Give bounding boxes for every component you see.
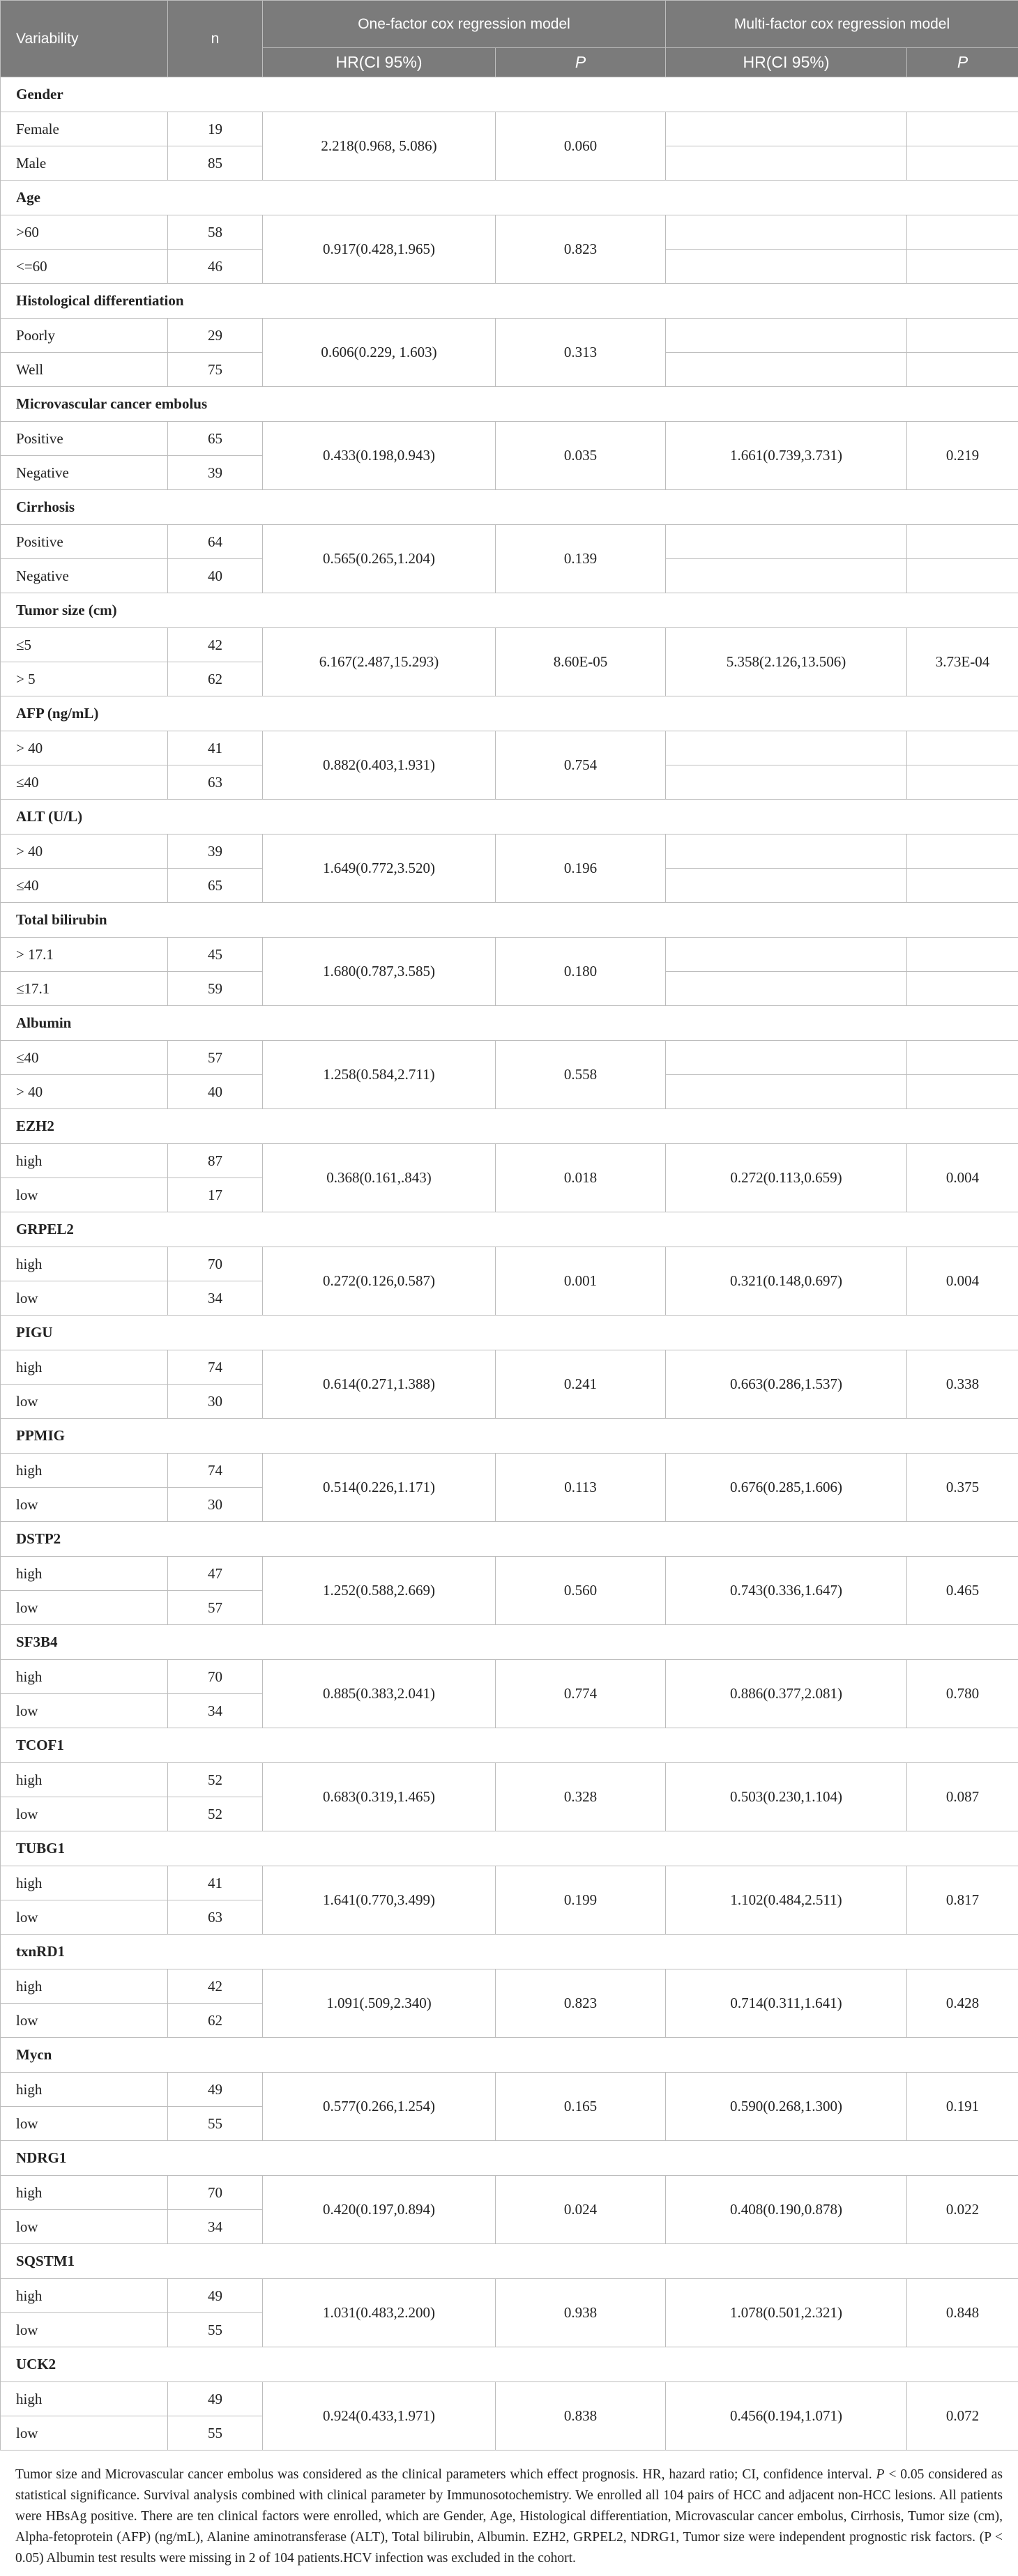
multi-factor-hr-empty <box>666 215 907 250</box>
multi-factor-hr-empty <box>666 353 907 387</box>
level-n: 49 <box>168 2279 263 2313</box>
multi-factor-p-empty <box>907 1041 1018 1075</box>
multi-factor-hr-empty <box>666 319 907 353</box>
level-n: 30 <box>168 1488 263 1522</box>
level-label: low <box>1 1591 168 1625</box>
level-n: 41 <box>168 1866 263 1900</box>
table-row <box>1 2382 1018 2416</box>
group-header-row <box>1 181 1018 215</box>
group-title: Tumor size (cm) <box>1 593 1018 628</box>
multi-factor-hr-empty <box>666 1075 907 1109</box>
level-n: 85 <box>168 146 263 181</box>
group-title: TUBG1 <box>1 1831 1018 1866</box>
level-label: low <box>1 2313 168 2347</box>
level-n: 70 <box>168 2176 263 2210</box>
multi-factor-p: 3.73E-04 <box>907 628 1018 696</box>
multi-factor-p: 0.022 <box>907 2176 1018 2244</box>
level-label: > 17.1 <box>1 938 168 972</box>
level-n: 70 <box>168 1247 263 1281</box>
multi-factor-p-empty <box>907 972 1018 1006</box>
one-factor-hr: 0.577(0.266,1.254) <box>263 2073 496 2141</box>
one-factor-hr: 0.368(0.161,.843) <box>263 1144 496 1212</box>
level-n: 74 <box>168 1350 263 1385</box>
table-row <box>1 2073 1018 2107</box>
level-label: ≤17.1 <box>1 972 168 1006</box>
one-factor-hr: 0.683(0.319,1.465) <box>263 1763 496 1831</box>
level-n: 34 <box>168 1281 263 1316</box>
level-label: high <box>1 1866 168 1900</box>
level-n: 74 <box>168 1454 263 1488</box>
header-n: n <box>168 1 263 77</box>
one-factor-p: 0.823 <box>496 1969 666 2038</box>
multi-factor-p: 0.338 <box>907 1350 1018 1419</box>
one-factor-p: 0.774 <box>496 1660 666 1728</box>
group-header-row <box>1 1625 1018 1660</box>
level-label: high <box>1 2176 168 2210</box>
table-row <box>1 1350 1018 1385</box>
header-p-multi: P <box>907 48 1018 77</box>
footnote-p-symbol: P <box>876 2467 885 2482</box>
multi-factor-hr-empty <box>666 869 907 903</box>
level-n: 40 <box>168 1075 263 1109</box>
header-one-factor: One-factor cox regression model <box>263 1 666 48</box>
group-header-row <box>1 1935 1018 1969</box>
one-factor-p: 0.199 <box>496 1866 666 1935</box>
level-label: ≤40 <box>1 1041 168 1075</box>
one-factor-p: 0.113 <box>496 1454 666 1522</box>
table-row <box>1 2176 1018 2210</box>
multi-factor-hr: 0.886(0.377,2.081) <box>666 1660 907 1728</box>
footnote-part1: Tumor size and Microvascular cancer embolus was considered as the clinical parameters which effect prognosis. HR, hazard ratio; CI, confidence interval. <box>15 2467 876 2482</box>
table-row <box>1 1247 1018 1281</box>
one-factor-hr: 0.917(0.428,1.965) <box>263 215 496 284</box>
group-header-row <box>1 800 1018 834</box>
one-factor-hr: 1.091(.509,2.340) <box>263 1969 496 2038</box>
table-row <box>1 628 1018 662</box>
level-label: Negative <box>1 456 168 490</box>
group-title: DSTP2 <box>1 1522 1018 1557</box>
one-factor-hr: 1.649(0.772,3.520) <box>263 834 496 903</box>
multi-factor-hr: 0.676(0.285,1.606) <box>666 1454 907 1522</box>
one-factor-hr: 0.606(0.229, 1.603) <box>263 319 496 387</box>
group-title: SF3B4 <box>1 1625 1018 1660</box>
one-factor-hr: 0.565(0.265,1.204) <box>263 525 496 593</box>
level-n: 63 <box>168 1900 263 1935</box>
level-label: high <box>1 1557 168 1591</box>
group-title: ALT (U/L) <box>1 800 1018 834</box>
level-label: low <box>1 1797 168 1831</box>
multi-factor-p-empty <box>907 834 1018 869</box>
group-header-row <box>1 593 1018 628</box>
multi-factor-p: 0.191 <box>907 2073 1018 2141</box>
multi-factor-hr-empty <box>666 731 907 765</box>
level-label: high <box>1 2279 168 2313</box>
one-factor-p: 0.018 <box>496 1144 666 1212</box>
multi-factor-p-empty <box>907 1075 1018 1109</box>
level-label: low <box>1 1178 168 1212</box>
level-label: low <box>1 1694 168 1728</box>
multi-factor-hr-empty <box>666 972 907 1006</box>
group-header-row <box>1 490 1018 525</box>
one-factor-p: 0.560 <box>496 1557 666 1625</box>
multi-factor-p-empty <box>907 353 1018 387</box>
group-title: Age <box>1 181 1018 215</box>
multi-factor-p: 0.072 <box>907 2382 1018 2451</box>
one-factor-p: 0.180 <box>496 938 666 1006</box>
level-label: > 40 <box>1 834 168 869</box>
level-n: 62 <box>168 662 263 696</box>
one-factor-p: 0.024 <box>496 2176 666 2244</box>
level-n: 46 <box>168 250 263 284</box>
header-variability: Variability <box>1 1 168 77</box>
table-row <box>1 112 1018 146</box>
level-n: 63 <box>168 765 263 800</box>
multi-factor-p: 0.428 <box>907 1969 1018 2038</box>
multi-factor-p: 0.004 <box>907 1144 1018 1212</box>
multi-factor-hr: 0.272(0.113,0.659) <box>666 1144 907 1212</box>
one-factor-hr: 0.882(0.403,1.931) <box>263 731 496 800</box>
table-row <box>1 1144 1018 1178</box>
group-title: Albumin <box>1 1006 1018 1041</box>
group-title: UCK2 <box>1 2347 1018 2382</box>
group-header-row <box>1 2347 1018 2382</box>
one-factor-hr: 0.272(0.126,0.587) <box>263 1247 496 1316</box>
table-row <box>1 525 1018 559</box>
multi-factor-hr-empty <box>666 559 907 593</box>
table-row <box>1 731 1018 765</box>
multi-factor-hr-empty <box>666 834 907 869</box>
level-label: high <box>1 1144 168 1178</box>
group-title: EZH2 <box>1 1109 1018 1144</box>
table-row <box>1 1041 1018 1075</box>
group-header-row <box>1 77 1018 112</box>
level-n: 55 <box>168 2313 263 2347</box>
level-n: 39 <box>168 834 263 869</box>
level-label: <=60 <box>1 250 168 284</box>
level-label: ≤40 <box>1 869 168 903</box>
level-n: 87 <box>168 1144 263 1178</box>
multi-factor-p: 0.817 <box>907 1866 1018 1935</box>
level-n: 57 <box>168 1041 263 1075</box>
one-factor-p: 0.060 <box>496 112 666 181</box>
level-n: 47 <box>168 1557 263 1591</box>
level-label: >60 <box>1 215 168 250</box>
multi-factor-p-empty <box>907 869 1018 903</box>
level-n: 70 <box>168 1660 263 1694</box>
group-header-row <box>1 1419 1018 1454</box>
multi-factor-hr: 1.661(0.739,3.731) <box>666 422 907 490</box>
multi-factor-p-empty <box>907 146 1018 181</box>
table-row <box>1 1454 1018 1488</box>
one-factor-hr: 0.420(0.197,0.894) <box>263 2176 496 2244</box>
one-factor-p: 0.165 <box>496 2073 666 2141</box>
level-label: high <box>1 1969 168 2004</box>
table-row <box>1 1866 1018 1900</box>
one-factor-hr: 1.258(0.584,2.711) <box>263 1041 496 1109</box>
level-n: 49 <box>168 2382 263 2416</box>
multi-factor-hr: 0.503(0.230,1.104) <box>666 1763 907 1831</box>
group-header-row <box>1 1831 1018 1866</box>
level-label: > 40 <box>1 1075 168 1109</box>
group-header-row <box>1 1728 1018 1763</box>
table-header <box>1 1 1018 77</box>
one-factor-p: 0.938 <box>496 2279 666 2347</box>
level-label: Male <box>1 146 168 181</box>
group-title: PPMIG <box>1 1419 1018 1454</box>
group-title: Mycn <box>1 2038 1018 2073</box>
multi-factor-hr: 1.102(0.484,2.511) <box>666 1866 907 1935</box>
one-factor-p: 0.035 <box>496 422 666 490</box>
table-row <box>1 1557 1018 1591</box>
multi-factor-p: 0.848 <box>907 2279 1018 2347</box>
level-label: > 5 <box>1 662 168 696</box>
multi-factor-hr-empty <box>666 112 907 146</box>
table-footnote <box>0 2451 1018 2569</box>
level-n: 55 <box>168 2107 263 2141</box>
group-title: SQSTM1 <box>1 2244 1018 2279</box>
level-n: 49 <box>168 2073 263 2107</box>
level-n: 65 <box>168 422 263 456</box>
one-factor-hr: 1.641(0.770,3.499) <box>263 1866 496 1935</box>
group-title: PIGU <box>1 1316 1018 1350</box>
level-n: 64 <box>168 525 263 559</box>
level-label: low <box>1 1385 168 1419</box>
table-row <box>1 1660 1018 1694</box>
level-n: 65 <box>168 869 263 903</box>
level-n: 52 <box>168 1763 263 1797</box>
one-factor-hr: 0.514(0.226,1.171) <box>263 1454 496 1522</box>
header-hr-one: HR(CI 95%) <box>263 48 496 77</box>
level-n: 34 <box>168 2210 263 2244</box>
multi-factor-p-empty <box>907 525 1018 559</box>
one-factor-p: 0.328 <box>496 1763 666 1831</box>
group-header-row <box>1 284 1018 319</box>
group-header-row <box>1 2038 1018 2073</box>
one-factor-p: 0.838 <box>496 2382 666 2451</box>
level-label: Positive <box>1 525 168 559</box>
level-label: high <box>1 1660 168 1694</box>
multi-factor-p-empty <box>907 319 1018 353</box>
footnote-part2: < 0.05 considered as statistical significance. Survival analysis combined with clinical parameter by Immunosotochemistry. We enrolled all 104 pairs of HCC and adjacent non-HCC lesions. All patients were HBsAg positive. There are ten clinical factors were enrolled, which are Gender, Age, Histological differentiation, Microvascular cancer embolus, Cirrhosis, Tumor size (cm), Alpha-fetoprotein (AFP) (ng/mL), Alanine aminotransferase (ALT), Total bilirubin, Albumin. EZH2, GRPEL2, NDRG1, Tumor size were independent prognostic risk factors. (P < 0.05) Albumin test results were missing in 2 of 104 patients.HCV infection was excluded in the cohort. <box>15 2467 1003 2566</box>
one-factor-p: 0.313 <box>496 319 666 387</box>
multi-factor-hr: 0.743(0.336,1.647) <box>666 1557 907 1625</box>
level-n: 34 <box>168 1694 263 1728</box>
multi-factor-p: 0.780 <box>907 1660 1018 1728</box>
level-label: ≤40 <box>1 765 168 800</box>
one-factor-hr: 0.885(0.383,2.041) <box>263 1660 496 1728</box>
multi-factor-p: 0.375 <box>907 1454 1018 1522</box>
level-label: Positive <box>1 422 168 456</box>
multi-factor-p-empty <box>907 215 1018 250</box>
level-label: ≤5 <box>1 628 168 662</box>
multi-factor-hr-empty <box>666 525 907 559</box>
one-factor-hr: 1.680(0.787,3.585) <box>263 938 496 1006</box>
multi-factor-p: 0.219 <box>907 422 1018 490</box>
level-n: 30 <box>168 1385 263 1419</box>
multi-factor-p-empty <box>907 938 1018 972</box>
group-header-row <box>1 903 1018 938</box>
group-title: NDRG1 <box>1 2141 1018 2176</box>
one-factor-hr: 0.614(0.271,1.388) <box>263 1350 496 1419</box>
level-n: 40 <box>168 559 263 593</box>
multi-factor-hr: 1.078(0.501,2.321) <box>666 2279 907 2347</box>
multi-factor-hr: 0.590(0.268,1.300) <box>666 2073 907 2141</box>
group-header-row <box>1 1212 1018 1247</box>
level-n: 42 <box>168 1969 263 2004</box>
group-title: GRPEL2 <box>1 1212 1018 1247</box>
multi-factor-p-empty <box>907 765 1018 800</box>
header-p-one: P <box>496 48 666 77</box>
multi-factor-hr-empty <box>666 938 907 972</box>
one-factor-p: 0.754 <box>496 731 666 800</box>
level-n: 42 <box>168 628 263 662</box>
multi-factor-p-empty <box>907 250 1018 284</box>
level-n: 45 <box>168 938 263 972</box>
one-factor-hr: 0.924(0.433,1.971) <box>263 2382 496 2451</box>
level-label: Female <box>1 112 168 146</box>
multi-factor-hr: 0.456(0.194,1.071) <box>666 2382 907 2451</box>
one-factor-p: 0.823 <box>496 215 666 284</box>
multi-factor-p: 0.465 <box>907 1557 1018 1625</box>
one-factor-p: 0.001 <box>496 1247 666 1316</box>
group-header-row <box>1 1006 1018 1041</box>
table-row <box>1 319 1018 353</box>
group-title: AFP (ng/mL) <box>1 696 1018 731</box>
group-header-row <box>1 2141 1018 2176</box>
level-label: low <box>1 2416 168 2451</box>
level-n: 19 <box>168 112 263 146</box>
group-title: Cirrhosis <box>1 490 1018 525</box>
level-label: Negative <box>1 559 168 593</box>
level-n: 41 <box>168 731 263 765</box>
table-body <box>1 77 1018 2451</box>
multi-factor-p-empty <box>907 731 1018 765</box>
table-row <box>1 834 1018 869</box>
table-row <box>1 938 1018 972</box>
level-n: 75 <box>168 353 263 387</box>
level-n: 57 <box>168 1591 263 1625</box>
header-hr-multi: HR(CI 95%) <box>666 48 907 77</box>
multi-factor-p: 0.004 <box>907 1247 1018 1316</box>
one-factor-p: 0.196 <box>496 834 666 903</box>
group-title: txnRD1 <box>1 1935 1018 1969</box>
level-n: 52 <box>168 1797 263 1831</box>
level-n: 58 <box>168 215 263 250</box>
group-title: Gender <box>1 77 1018 112</box>
level-n: 39 <box>168 456 263 490</box>
table-row <box>1 422 1018 456</box>
level-label: high <box>1 1763 168 1797</box>
level-label: high <box>1 1247 168 1281</box>
group-header-row <box>1 2244 1018 2279</box>
table-row <box>1 1969 1018 2004</box>
group-title: Total bilirubin <box>1 903 1018 938</box>
one-factor-p: 8.60E-05 <box>496 628 666 696</box>
one-factor-hr: 1.252(0.588,2.669) <box>263 1557 496 1625</box>
level-n: 59 <box>168 972 263 1006</box>
level-n: 29 <box>168 319 263 353</box>
multi-factor-hr: 0.408(0.190,0.878) <box>666 2176 907 2244</box>
one-factor-p: 0.241 <box>496 1350 666 1419</box>
one-factor-hr: 6.167(2.487,15.293) <box>263 628 496 696</box>
group-header-row <box>1 696 1018 731</box>
one-factor-hr: 2.218(0.968, 5.086) <box>263 112 496 181</box>
multi-factor-hr: 0.321(0.148,0.697) <box>666 1247 907 1316</box>
level-label: high <box>1 1454 168 1488</box>
level-label: low <box>1 1488 168 1522</box>
level-label: Well <box>1 353 168 387</box>
table-row <box>1 1763 1018 1797</box>
group-title: TCOF1 <box>1 1728 1018 1763</box>
multi-factor-p-empty <box>907 112 1018 146</box>
level-label: low <box>1 1900 168 1935</box>
multi-factor-hr-empty <box>666 146 907 181</box>
multi-factor-p: 0.087 <box>907 1763 1018 1831</box>
one-factor-p: 0.139 <box>496 525 666 593</box>
table-row <box>1 2279 1018 2313</box>
level-label: high <box>1 2073 168 2107</box>
header-multi-factor: Multi-factor cox regression model <box>666 1 1018 48</box>
multi-factor-hr: 5.358(2.126,13.506) <box>666 628 907 696</box>
level-label: low <box>1 2210 168 2244</box>
level-label: low <box>1 2004 168 2038</box>
multi-factor-p-empty <box>907 559 1018 593</box>
level-label: high <box>1 2382 168 2416</box>
group-title: Histological differentiation <box>1 284 1018 319</box>
multi-factor-hr: 0.714(0.311,1.641) <box>666 1969 907 2038</box>
one-factor-hr: 0.433(0.198,0.943) <box>263 422 496 490</box>
multi-factor-hr-empty <box>666 1041 907 1075</box>
level-label: > 40 <box>1 731 168 765</box>
level-label: Poorly <box>1 319 168 353</box>
group-title: Microvascular cancer embolus <box>1 387 1018 422</box>
level-n: 55 <box>168 2416 263 2451</box>
multi-factor-hr-empty <box>666 250 907 284</box>
multi-factor-hr: 0.663(0.286,1.537) <box>666 1350 907 1419</box>
group-header-row <box>1 387 1018 422</box>
group-header-row <box>1 1522 1018 1557</box>
table-row <box>1 215 1018 250</box>
one-factor-p: 0.558 <box>496 1041 666 1109</box>
group-header-row <box>1 1109 1018 1144</box>
group-header-row <box>1 1316 1018 1350</box>
level-label: low <box>1 1281 168 1316</box>
level-n: 62 <box>168 2004 263 2038</box>
level-label: high <box>1 1350 168 1385</box>
multi-factor-hr-empty <box>666 765 907 800</box>
level-n: 17 <box>168 1178 263 1212</box>
level-label: low <box>1 2107 168 2141</box>
one-factor-hr: 1.031(0.483,2.200) <box>263 2279 496 2347</box>
